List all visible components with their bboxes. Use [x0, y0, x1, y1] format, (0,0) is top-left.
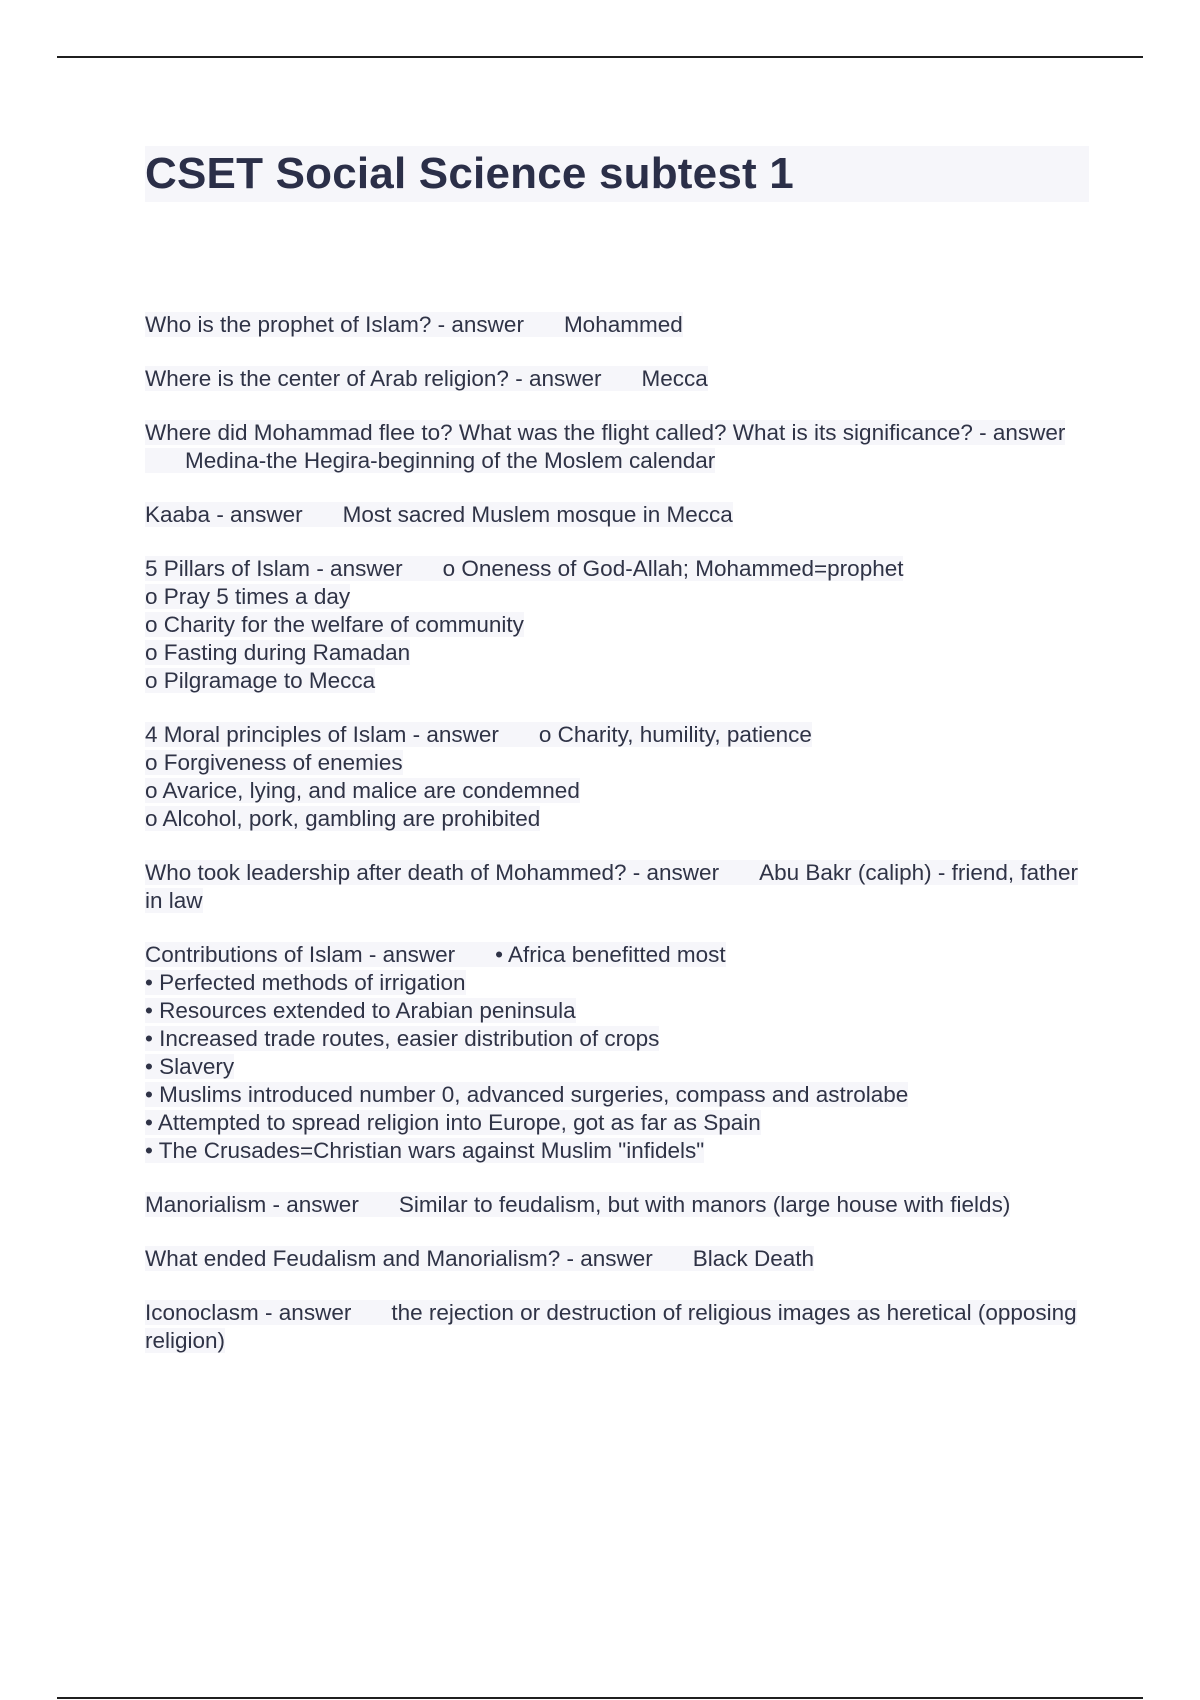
answer-list-item: o Charity for the welfare of community: [145, 612, 524, 637]
flashcard-entry: [145, 859, 1090, 915]
flashcard-text: [145, 1192, 1010, 1217]
answer-list-item: • Attempted to spread religion into Europe, got as far as Spain: [145, 1110, 761, 1135]
answer-separator: - answer: [626, 860, 720, 885]
answer-list-item: • Slavery: [145, 1054, 235, 1079]
flashcard-text: [145, 942, 908, 1163]
top-rule: [57, 56, 1143, 58]
flashcard-entry: [145, 311, 1090, 339]
flashcard-text: [145, 722, 812, 831]
flashcard-entry: [145, 1245, 1090, 1273]
answer-text: o Charity, humility, patience: [538, 722, 812, 747]
flashcard-text: [145, 1300, 1077, 1353]
answer-list-item: • Increased trade routes, easier distribution of crops: [145, 1026, 660, 1051]
answer-separator: - answer: [266, 1192, 359, 1217]
question-text: Who is the prophet of Islam?: [145, 312, 432, 337]
answer-text: Most sacred Muslem mosque in Mecca: [342, 502, 733, 527]
bottom-rule: [57, 1697, 1143, 1699]
flashcard-entry: [145, 555, 1090, 695]
flashcard-list: [145, 311, 1090, 1381]
answer-text: o Oneness of God-Allah; Mohammed=prophet: [442, 556, 904, 581]
question-text: 5 Pillars of Islam: [145, 556, 311, 581]
question-text: What ended Feudalism and Manorialism?: [145, 1246, 561, 1271]
question-text: Manorialism: [145, 1192, 267, 1217]
answer-list-item: o Fasting during Ramadan: [145, 640, 411, 665]
answer-text: • Africa benefitted most: [495, 942, 726, 967]
flashcard-text: [145, 556, 903, 693]
answer-text: Black Death: [692, 1246, 815, 1271]
answer-list-item: o Pilgramage to Mecca: [145, 668, 376, 693]
title-banner: [145, 146, 1089, 202]
question-text: Iconoclasm: [145, 1300, 259, 1325]
answer-list-item: • Muslims introduced number 0, advanced surgeries, compass and astrolabe: [145, 1082, 909, 1107]
answer-list-item: • Perfected methods of irrigation: [145, 970, 466, 995]
answer-text: Similar to feudalism, but with manors (large house with fields): [398, 1192, 1011, 1217]
flashcard-text: [145, 366, 708, 391]
flashcard-entry: [145, 365, 1090, 393]
answer-text: the rejection or destruction of religious images as heretical (opposing religion): [145, 1300, 1077, 1353]
question-text: Where is the center of Arab religion?: [145, 366, 509, 391]
flashcard-entry: [145, 1191, 1090, 1219]
flashcard-text: [145, 860, 1078, 913]
flashcard-text: [145, 1246, 814, 1271]
question-text: Where did Mohammad flee to? What was the flight called? What is its significance?: [145, 420, 973, 445]
answer-separator: - answer: [258, 1300, 352, 1325]
flashcard-text: [145, 420, 1065, 473]
answer-separator: - answer: [362, 942, 456, 967]
question-text: 4 Moral principles of Islam: [145, 722, 407, 747]
page-title: CSET Social Science subtest 1: [145, 149, 794, 198]
answer-text: Medina-the Hegira-beginning of the Moslem calendar: [185, 448, 716, 473]
question-text: Kaaba: [145, 502, 211, 527]
answer-list-item: o Avarice, lying, and malice are condemned: [145, 778, 580, 803]
flashcard-entry: [145, 941, 1090, 1165]
flashcard-entry: [145, 419, 1090, 475]
answer-list-item: o Forgiveness of enemies: [145, 750, 403, 775]
answer-separator: - answer: [508, 366, 602, 391]
flashcard-entry: [145, 501, 1090, 529]
answer-list-item: o Pray 5 times a day: [145, 584, 351, 609]
flashcard-entry: [145, 721, 1090, 833]
flashcard-text: [145, 502, 733, 527]
answer-separator: - answer: [310, 556, 403, 581]
answer-separator: - answer: [560, 1246, 653, 1271]
answer-separator: - answer: [406, 722, 499, 747]
answer-list-item: o Alcohol, pork, gambling are prohibited: [145, 806, 541, 831]
answer-separator: - answer: [210, 502, 303, 527]
flashcard-entry: [145, 1299, 1090, 1355]
answer-text: Abu Bakr (caliph) - friend, father in law: [145, 860, 1078, 913]
answer-separator: - answer: [431, 312, 524, 337]
question-text: Who took leadership after death of Mohammed?: [145, 860, 627, 885]
answer-list-item: • The Crusades=Christian wars against Muslim "infidels": [145, 1138, 705, 1163]
question-text: Contributions of Islam: [145, 942, 363, 967]
answer-list-item: • Resources extended to Arabian peninsula: [145, 998, 576, 1023]
answer-text: Mecca: [641, 366, 708, 391]
answer-text: Mohammed: [563, 312, 683, 337]
answer-separator: - answer: [972, 420, 1066, 445]
flashcard-text: [145, 312, 683, 337]
